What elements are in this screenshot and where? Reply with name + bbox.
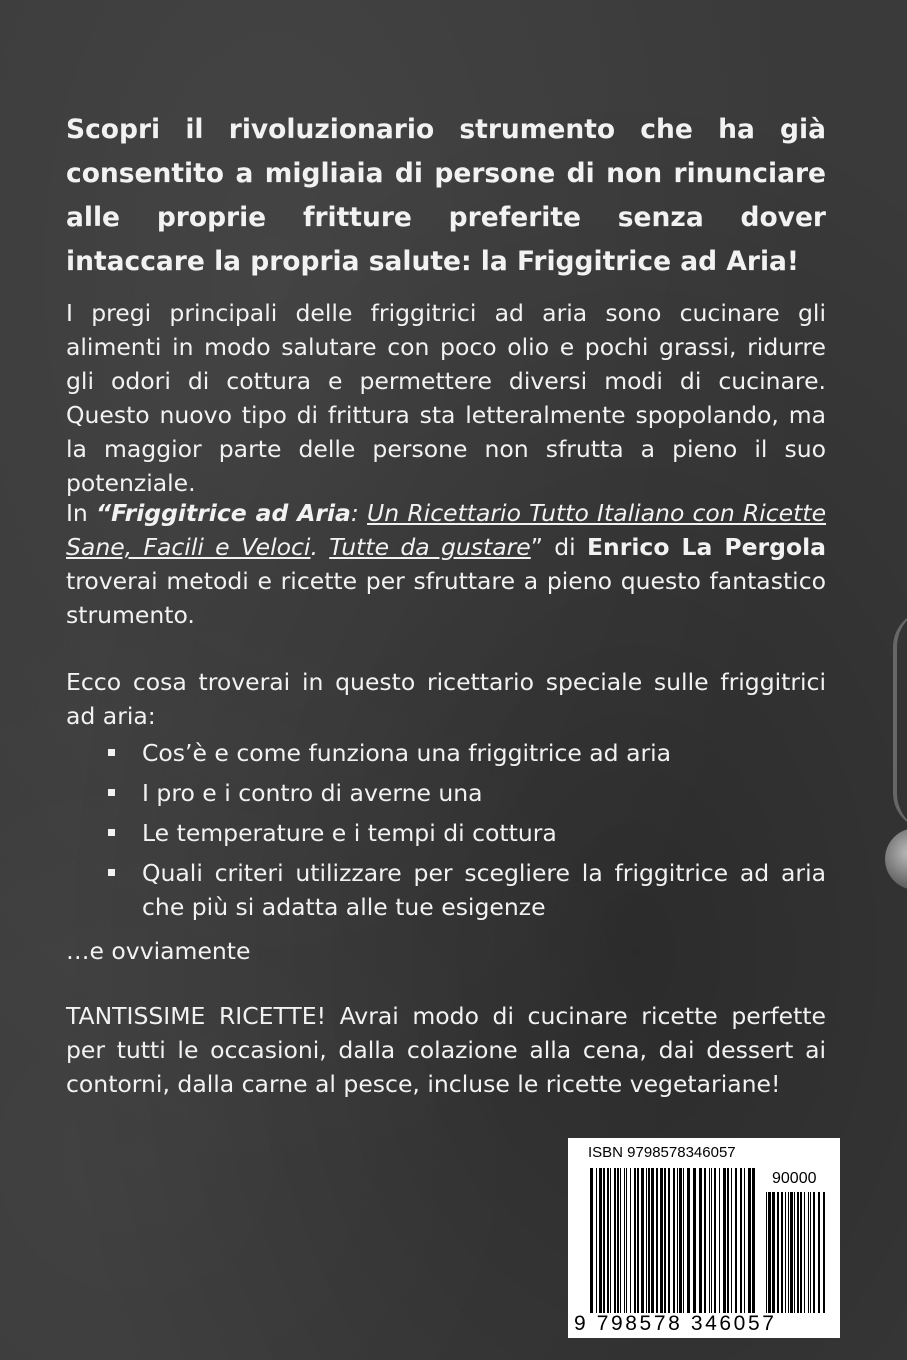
list-item: Le temperature e i tempi di cottura [66, 816, 826, 850]
barcode-bar [804, 1192, 805, 1313]
barcode-bar [673, 1168, 675, 1313]
barcode-bar [626, 1168, 627, 1313]
barcode-bar [603, 1168, 605, 1313]
p2-colon: : [350, 499, 368, 527]
book-title: Friggitrice ad Aria [111, 499, 351, 527]
barcode-price-code: 90000 [772, 1170, 817, 1187]
barcode-bar [624, 1168, 625, 1313]
p2-suffix: troverai metodi e ricette per sfruttare a pieno questo fantastico strumento. [66, 567, 826, 629]
barcode-bar [766, 1192, 767, 1313]
barcode-bar [714, 1168, 716, 1313]
barcode-bar [823, 1192, 825, 1313]
paragraph-contents-intro: Ecco cosa troverai in questo ricettario speciale sulle friggitrici ad aria: [66, 668, 826, 730]
barcode-main-bars [590, 1168, 756, 1313]
barcode-bar [788, 1192, 789, 1313]
barcode-bar [810, 1192, 811, 1313]
barcode-bar [704, 1168, 706, 1313]
barcode-bar [785, 1192, 786, 1313]
barcode-bar [610, 1168, 611, 1313]
barcode-bar [797, 1192, 799, 1313]
barcode-bar [656, 1168, 658, 1313]
barcode-bar [719, 1168, 720, 1313]
air-fryer-edge-decoration [893, 610, 907, 830]
barcode-bar [752, 1168, 755, 1313]
barcode-bar [727, 1168, 729, 1313]
barcode-bar [709, 1168, 710, 1313]
square-bullet-icon [108, 869, 115, 876]
barcode-bar [641, 1168, 644, 1313]
barcode-bar [620, 1168, 621, 1313]
barcode-bar [648, 1168, 650, 1313]
barcode-bar [772, 1192, 775, 1313]
barcode-bar [634, 1168, 636, 1313]
barcode-bar [748, 1168, 751, 1313]
barcode-bar [800, 1192, 802, 1313]
p2-open-quote: “ [96, 499, 112, 527]
barcode-bar [617, 1168, 619, 1313]
barcode-bar [679, 1168, 682, 1313]
barcode-bar [590, 1168, 593, 1313]
ellipsis-line: …e ovviamente [66, 937, 251, 965]
barcode-bar [693, 1168, 696, 1313]
barcode-bar [731, 1168, 732, 1313]
barcode-bar [735, 1168, 737, 1313]
barcode-bar [596, 1168, 597, 1313]
headline: Scopri il rivoluzionario strumento che ha già consentito a migliaia di persone di non rinunciare alle proprie fritture preferite senza dover intaccare la propria salute: la Friggitrice ad Aria! [66, 114, 826, 277]
barcode-bar [651, 1168, 654, 1313]
barcode-bar [637, 1168, 639, 1313]
p2-prefix: In [66, 499, 97, 527]
barcode-bar [768, 1192, 771, 1313]
isbn-barcode [568, 1138, 840, 1338]
list-item: Quali criteri utilizzare per scegliere la friggitrice ad aria che più si adatta alle tue esigenze [66, 856, 826, 924]
book-subtitle-2: Tutte da gustare [329, 533, 531, 561]
barcode-bar [630, 1168, 631, 1313]
barcode-bar [711, 1168, 712, 1313]
barcode-addon-bars [766, 1192, 826, 1313]
barcode-bar [740, 1168, 742, 1313]
barcode-bar [781, 1192, 783, 1313]
barcode-bar [599, 1168, 602, 1313]
barcode-bar [614, 1168, 616, 1313]
barcode-bar [777, 1192, 779, 1313]
barcode-bar [607, 1168, 609, 1313]
barcode-bar [660, 1168, 663, 1313]
barcode-bar [668, 1168, 670, 1313]
p2-dot: . [310, 533, 330, 561]
barcode-bar [683, 1168, 684, 1313]
barcode-bar [664, 1168, 666, 1313]
barcode-bar [794, 1192, 795, 1313]
barcode-bar [813, 1192, 815, 1313]
paragraph-recipes: TANTISSIME RICETTE! Avrai modo di cucinare ricette perfette per tutti le occasioni, dalla colazione alla cena, dai dessert ai contorni, dalla carne al pesce, incluse le ricette vegetariane! [66, 1002, 826, 1098]
barcode-bar [646, 1168, 647, 1313]
barcode-bar [687, 1168, 690, 1313]
barcode-bar [790, 1192, 793, 1313]
list-item: I pro e i contro di averne una [66, 776, 826, 810]
air-fryer-knob-decoration [885, 828, 907, 890]
list-item: Cos’è e come funziona una friggitrice ad aria [66, 736, 826, 770]
book-subtitle-1: Un Ricettario Tutto Italiano con Ricette Sane, Facili e Veloci [66, 499, 827, 561]
contents-list [66, 736, 826, 930]
isbn-label: ISBN 9798578346057 [588, 1144, 736, 1161]
barcode-bar [818, 1192, 820, 1313]
barcode-bar [699, 1168, 702, 1313]
square-bullet-icon [108, 789, 115, 796]
barcode-bar [677, 1168, 678, 1313]
barcode-bar [808, 1192, 809, 1313]
paragraph-benefits: I pregi principali delle friggitrici ad aria sono cucinare gli alimenti in modo salutare con poco olio e pochi grassi, ridurre gli odori di cottura e permettere diversi modi di cucinare. Questo nuovo tipo di frittura sta letteralmente spopolando, ma la maggior parte delle persone non sfrutta a pieno il suo potenziale. [66, 299, 826, 497]
author-name: Enrico La Pergola [587, 533, 826, 561]
square-bullet-icon [108, 749, 115, 756]
paragraph-book-intro [66, 496, 826, 632]
square-bullet-icon [108, 829, 115, 836]
barcode-bar [723, 1168, 726, 1313]
barcode-bar [744, 1168, 745, 1313]
p2-by: di [542, 533, 587, 561]
p2-close-quote: ” [530, 533, 543, 561]
barcode-digits: 9 798578 346057 [574, 1312, 777, 1335]
